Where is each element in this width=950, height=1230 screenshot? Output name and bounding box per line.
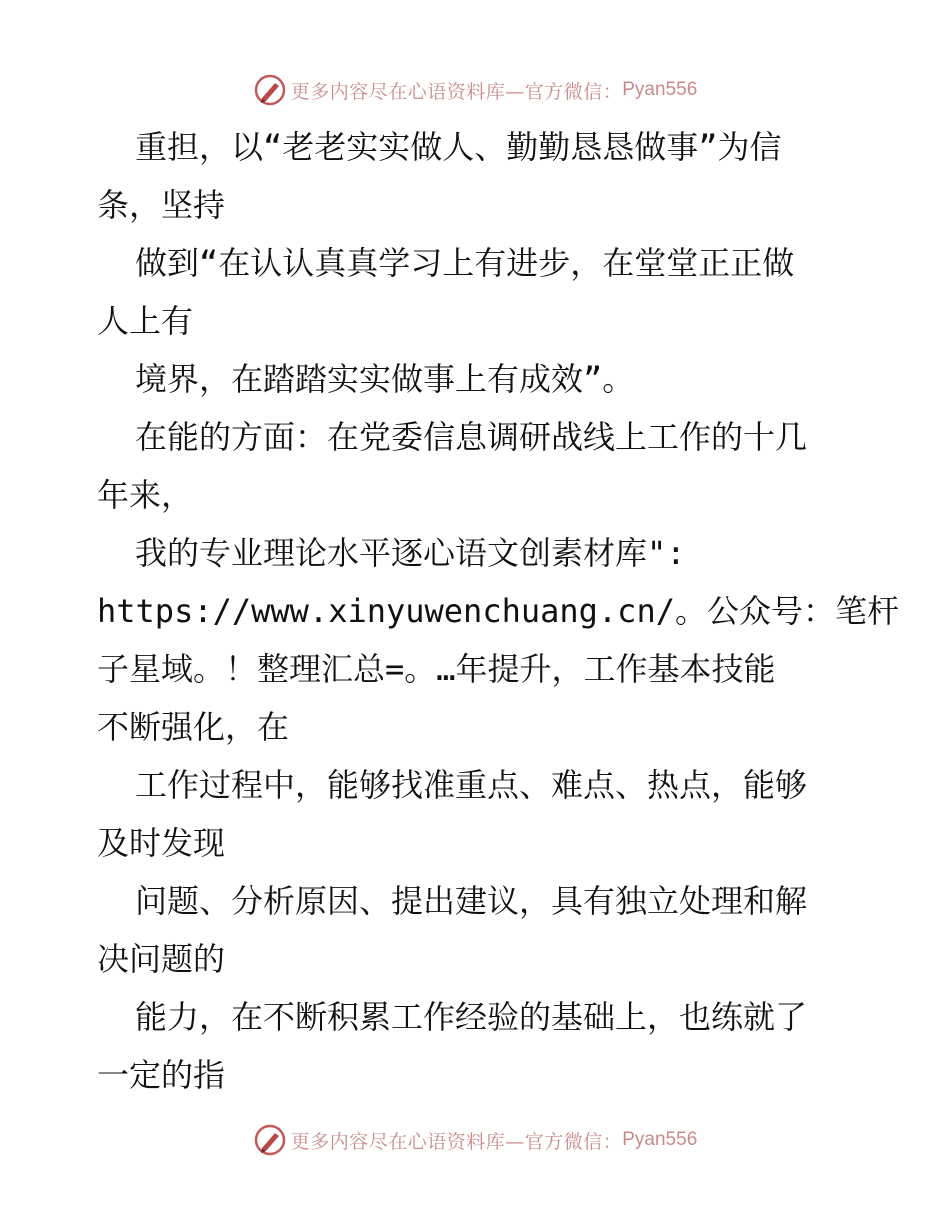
body-line: 境界，在踏踏实实做事上有成效”。 <box>135 360 635 398</box>
body-line: 做到“在认认真真学习上有进步，在堂堂正正做 <box>135 244 795 282</box>
footer-banner-text: 更多内容尽在心语资料库—官方微信： <box>290 1130 623 1153</box>
body-line: 及时发现 <box>97 824 226 862</box>
header-banner-inner <box>253 73 698 107</box>
body-line: 能力，在不断积累工作经验的基础上，也练就了 <box>135 998 808 1036</box>
pen-logo-icon <box>253 73 287 107</box>
body-line: 在能的方面：在党委信息调研战线上工作的十几 <box>135 418 808 456</box>
body-line: 人上有 <box>97 302 194 340</box>
header-banner-text: 更多内容尽在心语资料库—官方微信： <box>290 80 623 103</box>
body-line: https://www.xinyuwenchuang.cn/。公众号：笔杆 <box>97 592 899 630</box>
body-line: 条，坚持 <box>97 186 226 224</box>
body-line: 年来， <box>97 476 194 514</box>
body-line: 子星域。！整理汇总=。…年提升，工作基本技能 <box>97 650 776 688</box>
pen-logo-icon <box>253 1123 287 1157</box>
body-line: 问题、分析原因、提出建议，具有独立处理和解 <box>135 882 808 920</box>
document-body <box>97 118 899 1104</box>
body-line: 我的专业理论水平逐心语文创素材库": <box>135 534 686 572</box>
body-line: 决问题的 <box>97 940 226 978</box>
body-line: 工作过程中，能够找准重点、难点、热点，能够 <box>135 766 808 804</box>
body-line: 重担，以“老老实实做人、勤勤恳恳做事”为信 <box>135 128 782 166</box>
header-banner-id: Pyan556 <box>622 79 698 100</box>
body-line: 一定的指 <box>97 1056 226 1094</box>
body-line: 不断强化，在 <box>97 708 290 746</box>
footer-banner-inner <box>253 1123 698 1157</box>
footer-banner-id: Pyan556 <box>622 1129 698 1150</box>
header-banner <box>0 70 950 110</box>
footer-banner <box>0 1120 950 1160</box>
